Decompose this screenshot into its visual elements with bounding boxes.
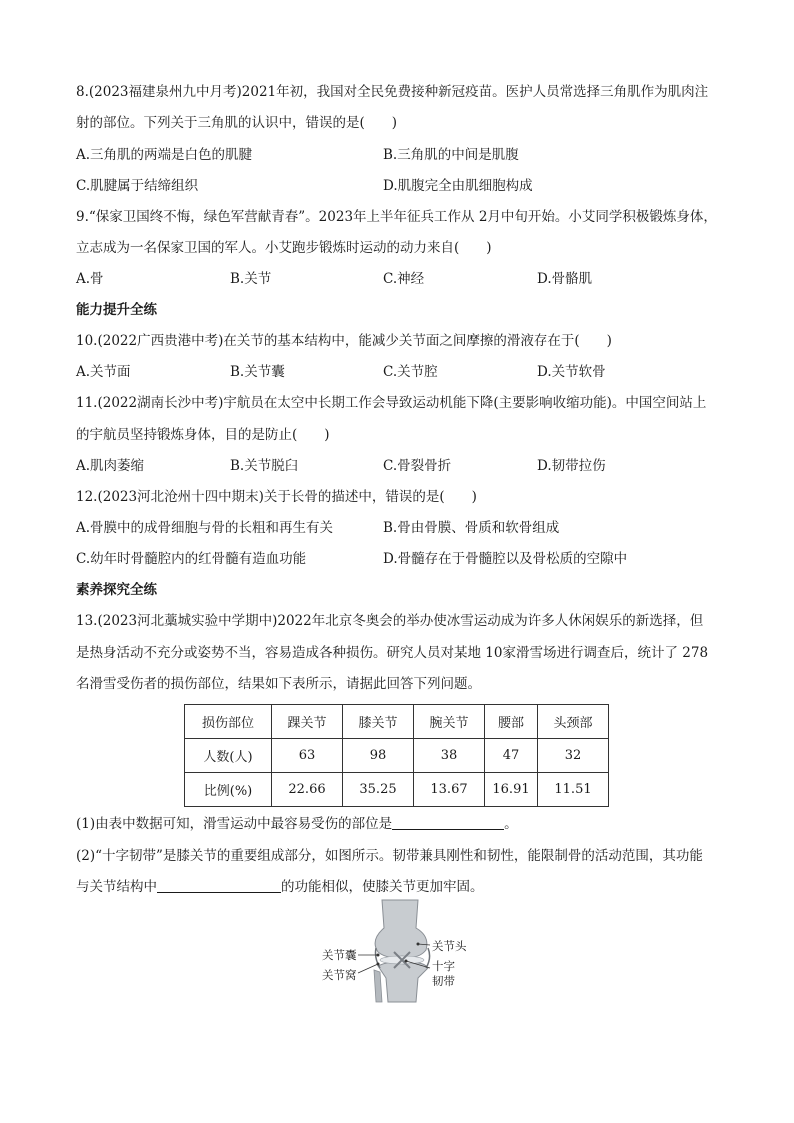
q8-option-c: C.肌腱属于结缔组织 — [76, 178, 199, 194]
table-cell: 98 — [343, 739, 414, 773]
q9-option-a: A.骨 — [76, 271, 104, 287]
q12-option-a: A.骨膜中的成骨细胞与骨的长粗和再生有关 — [76, 520, 334, 536]
table-cell: 比例(%) — [185, 773, 272, 807]
label-cruciate-2: 韧带 — [432, 974, 455, 988]
table-cell: 膝关节 — [343, 705, 414, 739]
q11-option-c: C.骨裂骨折 — [383, 458, 452, 474]
section-heading-ability: 能力提升全练 — [76, 302, 157, 318]
q13-sub2-line2 — [76, 877, 484, 897]
table-cell: 损伤部位 — [185, 705, 272, 739]
q9-stem-line1: 9.“保家卫国终不悔，绿色军营献青春”。2023年上半年征兵工作从 2月中旬开始。小艾同学积极锻炼身体， — [76, 209, 717, 225]
q13-sub1-end: 。 — [504, 816, 518, 832]
label-joint-socket: 关节窝 — [322, 968, 357, 982]
injury-data-table — [184, 704, 609, 807]
table-cell: 47 — [485, 739, 538, 773]
table-cell: 22.66 — [272, 773, 343, 807]
q11-stem-line2: 的宇航员坚持锻炼身体，目的是防止( ) — [76, 427, 330, 443]
q12-stem: 12.(2023河北沧州十四中期末)关于长骨的描述中，错误的是( ) — [76, 489, 477, 505]
table-cell: 38 — [414, 739, 485, 773]
table-cell: 人数(人) — [185, 739, 272, 773]
table-row-header — [185, 705, 609, 739]
q11-option-d: D.韧带拉伤 — [537, 458, 606, 474]
q9-option-d: D.骨骼肌 — [537, 271, 593, 287]
table-cell: 头颈部 — [538, 705, 609, 739]
q8-stem-line1: 8.(2023福建泉州九中月考)2021年初，我国对全民免费接种新冠疫苗。医护人员常选择三角肌作为肌肉注 — [76, 84, 709, 100]
q11-stem-line1: 11.(2022湖南长沙中考)宇航员在太空中长期工作会导致运动机能下降(主要影响收缩功能)。中国空间站上 — [76, 395, 707, 411]
table-row-count — [185, 739, 609, 773]
q9-stem-line2: 立志成为一名保家卫国的军人。小艾跑步锻炼时运动的动力来自( ) — [76, 240, 492, 256]
table-cell: 11.51 — [538, 773, 609, 807]
label-cruciate-1: 十字 — [432, 959, 455, 973]
answer-blank-1[interactable] — [392, 815, 504, 830]
section-heading-literacy: 素养探究全练 — [76, 582, 157, 598]
table-cell: 35.25 — [343, 773, 414, 807]
label-joint-head: 关节头 — [432, 939, 467, 953]
q10-option-a: A.关节面 — [76, 364, 131, 380]
q9-option-c: C.神经 — [383, 271, 425, 287]
q13-sub2-text-b: 的功能相似，使膝关节更加牢固。 — [281, 879, 484, 895]
table-cell: 16.91 — [485, 773, 538, 807]
table-cell: 32 — [538, 739, 609, 773]
table-cell: 13.67 — [414, 773, 485, 807]
q8-stem-line2: 射的部位。下列关于三角肌的认识中，错误的是( ) — [76, 115, 398, 131]
q13-sub2-text-a: 与关节结构中 — [76, 879, 157, 895]
q13-stem-line1: 13.(2023河北藁城实验中学期中)2022年北京冬奥会的举办使冰雪运动成为许多人休闲娱乐的新选择，但 — [76, 613, 704, 629]
q10-stem: 10.(2022广西贵港中考)在关节的基本结构中，能减少关节面之间摩擦的滑液存在于( ) — [76, 333, 612, 349]
q8-option-d: D.肌腹完全由肌细胞构成 — [383, 178, 533, 194]
q12-option-c: C.幼年时骨髓腔内的红骨髓有造血功能 — [76, 551, 307, 567]
q12-option-b: B.骨由骨膜、骨质和软骨组成 — [383, 520, 560, 536]
answer-blank-2[interactable] — [157, 878, 281, 893]
q8-option-a: A.三角肌的两端是白色的肌腱 — [76, 147, 253, 163]
knee-joint-figure — [318, 898, 468, 1003]
q13-sub2-line1: (2)“十字韧带”是膝关节的重要组成部分，如图所示。韧带兼具刚性和韧性，能限制骨的活动范围，其功能 — [76, 848, 703, 864]
label-joint-capsule: 关节囊 — [322, 948, 357, 962]
q9-option-b: B.关节 — [230, 271, 272, 287]
q11-option-b: B.关节脱臼 — [230, 458, 299, 474]
q8-option-b: B.三角肌的中间是肌腹 — [383, 147, 519, 163]
q13-stem-line3: 名滑雪受伤者的损伤部位，结果如下表所示，请据此回答下列问题。 — [76, 676, 481, 692]
q13-sub1-text: (1)由表中数据可知，滑雪运动中最容易受伤的部位是 — [76, 816, 393, 832]
q10-option-c: C.关节腔 — [383, 364, 438, 380]
q13-sub1 — [76, 814, 518, 834]
table-cell: 腕关节 — [414, 705, 485, 739]
table-row-ratio — [185, 773, 609, 807]
table-cell: 踝关节 — [272, 705, 343, 739]
q11-option-a: A.肌肉萎缩 — [76, 458, 145, 474]
q10-option-d: D.关节软骨 — [537, 364, 606, 380]
table-cell: 腰部 — [485, 705, 538, 739]
q13-stem-line2: 是热身活动不充分或姿势不当，容易造成各种损伤。研究人员对某地 10家滑雪场进行调查后，统计了 278 — [76, 645, 709, 661]
table-cell: 63 — [272, 739, 343, 773]
q12-option-d: D.骨髓存在于骨髓腔以及骨松质的空隙中 — [383, 551, 628, 567]
q10-option-b: B.关节囊 — [230, 364, 285, 380]
